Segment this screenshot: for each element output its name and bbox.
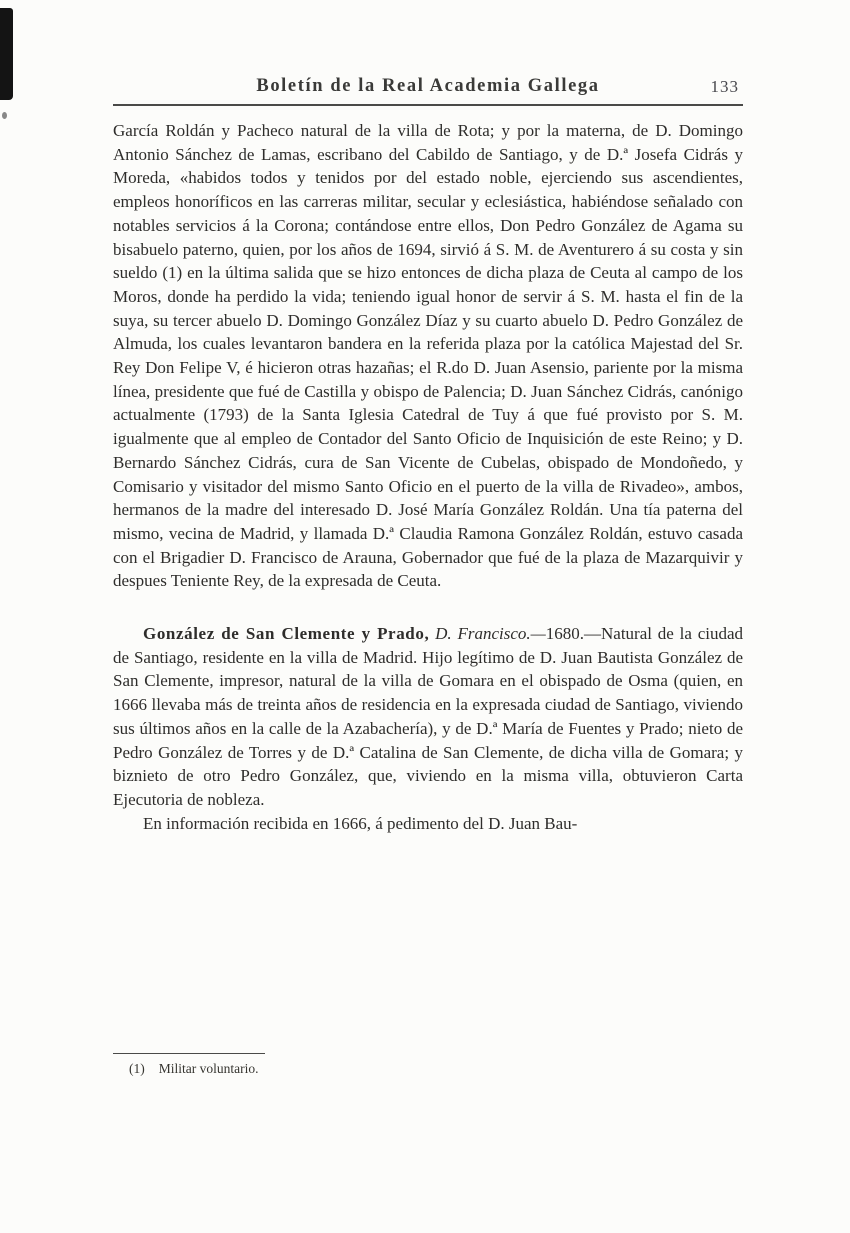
entry-given-name-italic: D. Francisco.— <box>435 624 546 644</box>
page-number: 133 <box>710 77 739 96</box>
header-rule <box>113 104 743 106</box>
footnote-area <box>113 1053 743 1077</box>
paragraph-last: En información recibida en 1666, á pedimento del D. Juan Bau- <box>143 813 578 833</box>
entry-paragraph <box>113 622 743 812</box>
footnote <box>113 1061 743 1077</box>
text-column <box>113 119 743 835</box>
scan-artifact-speck <box>2 112 7 119</box>
footnote-text: Militar voluntario. <box>158 1061 259 1076</box>
paragraph-continuation: García Roldán y Pacheco natural de la villa de Rota; y por la materna, de D. Domingo Antonio Sánchez de Lamas, escribano del Cabildo de Santiago, y de D.ª Josefa Cidrás y Moreda, «habidos todos y tenidos por del estado noble, ejerciendo sus ascendientes, empleos honoríficos en las carreras militar, secular y eclesiástica, habiéndose señalado con notables servicios á la Corona; contándose entre ellos, Don Pedro González de Agama su bisabuelo paterno, quien, por los años de 1694, sirvió á S. M. de Aventurero á su costa y sin sueldo (1) en la última salida que se hizo entonces de dicha plaza de Ceuta al campo de los Moros, donde ha perdido la vida; teniendo igual honor de servir á S. M. hasta el fin de la suya, su tercer abuelo D. Domingo González Díaz y su cuarto abuelo D. Pedro González de Almuda, los cuales levantaron bandera en la referida plaza por la católica Majestad del Sr. Rey Don Felipe V, é hicieron otras hazañas; el R.do D. Juan Asensio, pariente por la misma línea, presidente que fué de Castilla y obispo de Palencia; D. Juan Sánchez Cidrás, canónigo actualmente (1793) de la Santa Iglesia Catedral de Tuy á que fué provisto por S. M. igualmente que al empleo de Contador del Santo Oficio de Inquisición de este Reino; y D. Bernardo Sánchez Cidrás, cura de San Vicente de Cubelas, obispado de Mondoñedo, y Comisario y visitador del mismo Santo Oficio en el puerto de la villa de Rivadeo», ambos, hermanos de la madre del interesado D. José María González Roldán. Una tía paterna del mismo, vecina de Madrid, y llamada D.ª Claudia Ramona González Roldán, estuvo casada con el Brigadier D. Francisco de Arauna, Gobernador que fué de la plaza de Mazarquivir y despues Teniente Rey, de la expresada de Ceuta. <box>113 121 743 591</box>
entry-name-bold: González de San Clemente y Prado, <box>143 624 430 644</box>
footnote-marker: (1) <box>129 1061 145 1076</box>
entry-body-text: 1680.—Natural de la ciudad de Santiago, residente en la villa de Madrid. Hijo legítimo de D. Juan Bautista González de San Clemente, impresor, natural de la villa de Gomara en el obispado de Osma (quien, en 1666 llevaba más de treinta años de residencia en la expresada ciudad de Santiago, viviendo sus últimos años en la calle de la Azabachería), y de D.ª María de Fuentes y Prado; nieto de Pedro González de Torres y de D.ª Catalina de San Clemente, de dicha villa de Gomara; y biznieto de otro Pedro González, que, viviendo en la misma villa, obtuvieron Carta Ejecutoria de nobleza. <box>113 624 744 809</box>
journal-title: Boletín de la Real Academia Gallega <box>256 76 600 96</box>
footnote-rule <box>113 1053 265 1054</box>
page-header <box>113 76 743 102</box>
scan-artifact-bar <box>0 8 13 100</box>
